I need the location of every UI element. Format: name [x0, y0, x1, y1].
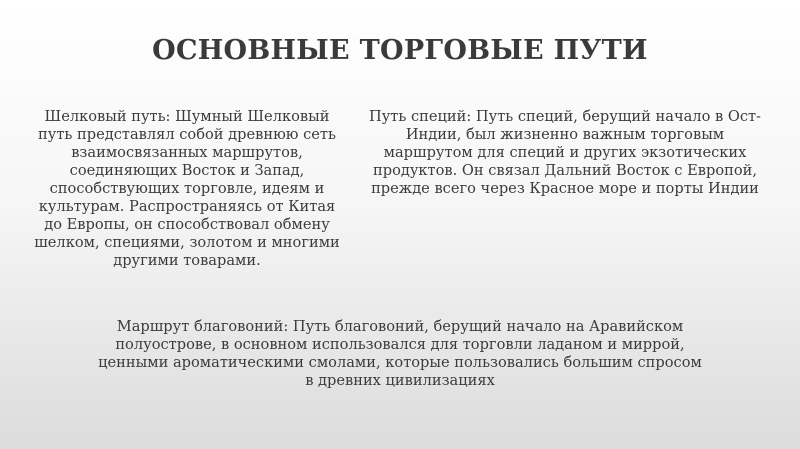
slide-title: ОСНОВНЫЕ ТОРГОВЫЕ ПУТИ: [152, 35, 648, 66]
incense-route-text: Маршрут благовоний: Путь благовоний, берущий начало на Аравийском полуострове, в основном использовался для торговли ладаном и миррой, ценными ароматическими смолами, которые пользовались большим спросом в древних цивилизациях: [98, 318, 702, 389]
silk-road-text: Шелковый путь: Шумный Шелковый путь представлял собой древнюю сеть взаимосвязанных маршрутов, соединяющих Восток и Запад, способствующих торговле, идеям и культурам. Распространяясь от Китая до Европы, он способствовал обмену шелком, специями, золотом и многими другими товарами.: [34, 108, 340, 269]
spice-route-text: Путь специй: Путь специй, берущий начало в Ост-Индии, был жизненно важным торговым маршрутом для специй и других экзотических продуктов. Он связал Дальний Восток с Европой, прежде всего через Красное море и порты Индии: [368, 108, 761, 197]
